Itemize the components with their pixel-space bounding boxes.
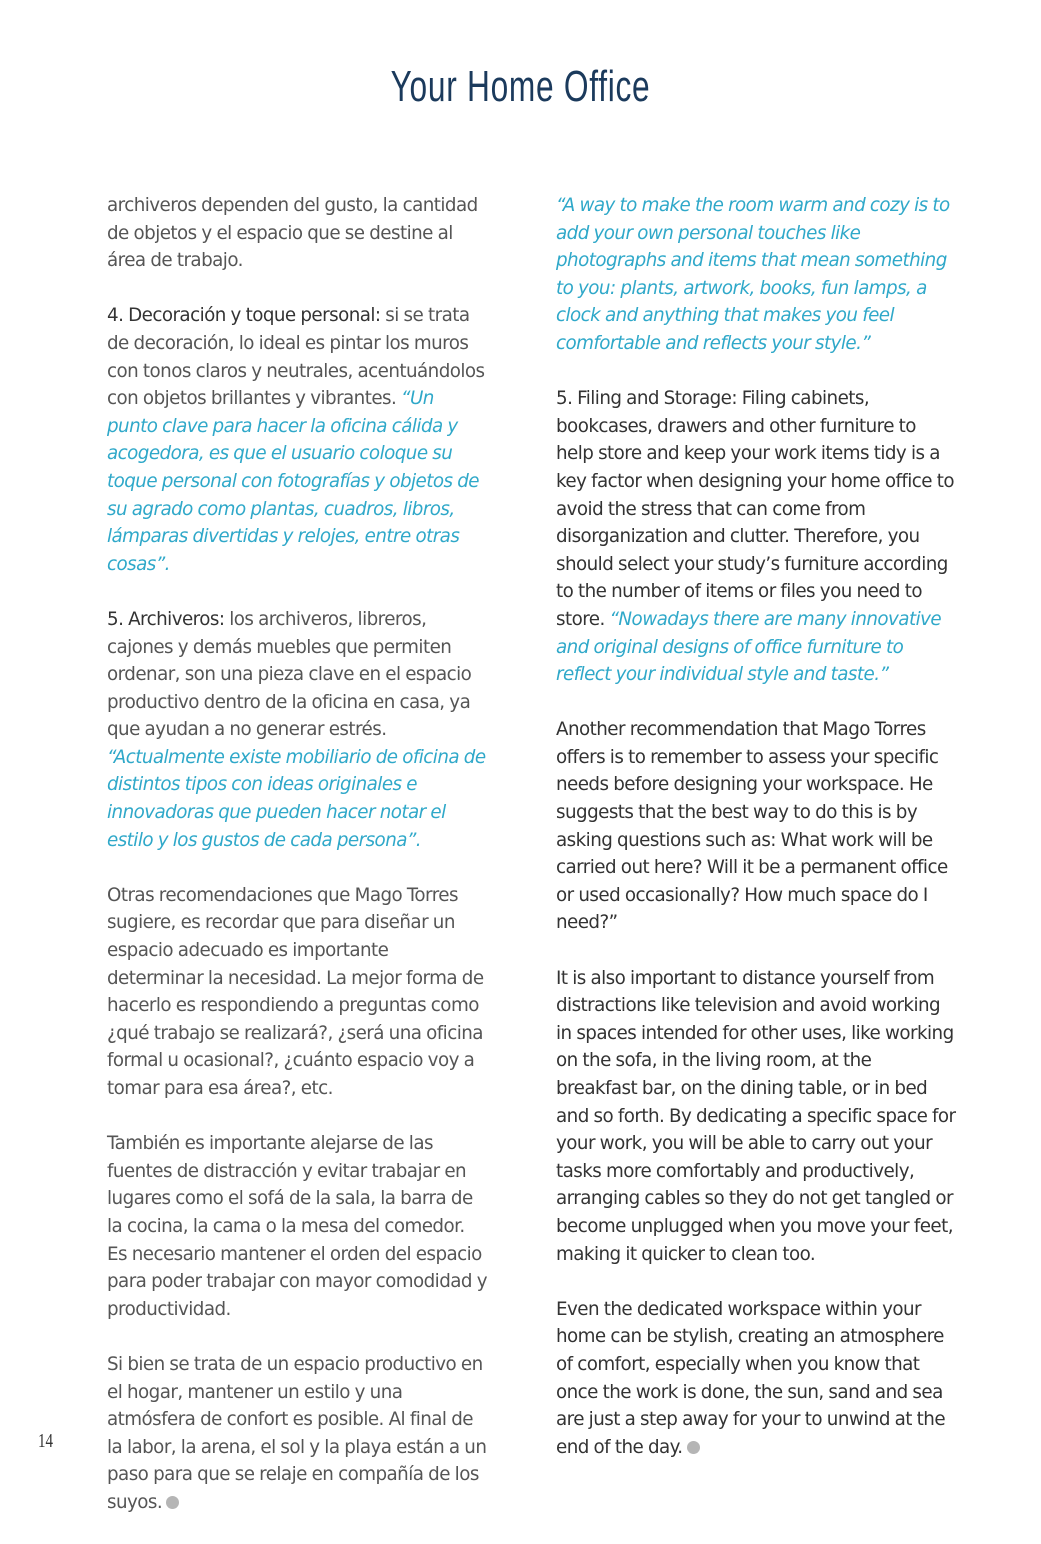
- paragraph: [107, 192, 487, 275]
- paragraph-text: Even the dedicated workspace within your home can be stylish, creating an atmosphere of comfort, especially when you know that once the work is done, the sun, sand and sea are just a step away for your to unwind at the end of the day.: [556, 1298, 946, 1458]
- paragraph: [107, 882, 487, 1103]
- paragraph-text: Filing cabinets, bookcases, drawers and other furniture to help store and keep your work items tidy is a key factor when designing your home office to avoid the stress that can come from disorganization and clutter. Therefore, you should select your study’s furniture according to the number of items or files you need to store.: [556, 388, 954, 630]
- end-of-article-icon: [166, 1496, 179, 1509]
- paragraph: [107, 302, 487, 578]
- paragraph-text: los archiveros, libreros, cajones y demás muebles que permiten ordenar, son una pieza clave en el espacio productivo dentro de la oficina en casa, ya que ayudan a no generar estrés.: [107, 608, 472, 741]
- paragraph: [556, 716, 956, 937]
- end-of-article-icon: [687, 1441, 700, 1454]
- pull-quote: “Actualmente existe mobiliario de oficina de distintos tipos con ideas originales e innovadoras que pueden hacer notar el estilo y los gustos de cada persona”.: [107, 746, 486, 851]
- paragraph-text: Si bien se trata de un espacio productivo en el hogar, mantener un estilo y una atmósfera de confort es posible. Al final de la labor, la arena, el sol y la playa están a un paso para que se relaje en compañía de los suyos.: [107, 1353, 487, 1513]
- pull-quote: “Nowadays there are many innovative and original designs of office furniture to reflect your individual style and taste.”: [556, 608, 942, 686]
- page-title: Your Home Office: [390, 62, 651, 111]
- section-heading: 4. Decoración y toque personal:: [107, 305, 381, 327]
- paragraph: [107, 606, 487, 854]
- paragraph: [556, 385, 956, 689]
- pull-quote: “A way to make the room warm and cozy is to add your own personal touches like photographs and items that mean something to you: plants, artwork, books, fun lamps, a clock and anything that makes you feel comfortable and reflects your style.”: [556, 195, 950, 354]
- paragraph: [107, 1351, 487, 1517]
- paragraph: [107, 1130, 487, 1323]
- paragraph: [556, 192, 956, 358]
- page-number: 14: [38, 1430, 53, 1452]
- paragraph-text: También es importante alejarse de las fuentes de distracción y evitar trabajar en lugares como el sofá de la sala, la barra de la cocina, la cama o la mesa del comedor. Es necesario mantener el orden del espacio para poder trabajar con mayor comodidad y productividad.: [107, 1133, 487, 1320]
- paragraph-text: archiveros dependen del gusto, la cantidad de objetos y el espacio que se destine al área de trabajo.: [107, 195, 478, 272]
- left-column: [107, 192, 487, 1544]
- right-column: [556, 192, 956, 1489]
- paragraph-text: Another recommendation that Mago Torres offers is to remember to assess your specific needs before designing your workspace. He suggests that the best way to do this is by asking questions such as: What work will be carried out here? Will it be a permanent office or used occasionally? How much space do I need?”: [556, 719, 948, 934]
- pull-quote: “Un punto clave para hacer la oficina cálida y acogedora, es que el usuario coloque su toque personal con fotografías y objetos de su agrado como plantas, cuadros, libros, lámparas divertidas y relojes, entre otras cosas”.: [107, 388, 479, 575]
- paragraph-text: Otras recomendaciones que Mago Torres sugiere, es recordar que para diseñar un espacio adecuado es importante determinar la necesidad. La mejor forma de hacerlo es respondiendo a preguntas como ¿qué trabajo se realizará?, ¿será una oficina formal u ocasional?, ¿cuánto espacio voy a tomar para esa área?, etc.: [107, 884, 484, 1099]
- paragraph: [556, 1296, 956, 1462]
- section-heading: 5. Archiveros:: [107, 608, 225, 630]
- paragraph-text: si se trata de decoración, lo ideal es pintar los muros con tonos claros y neutrales, acentuándolos con objetos brillantes y vibrantes.: [107, 305, 485, 410]
- paragraph-text: It is also important to distance yourself from distractions like television and avoid working in spaces intended for other uses, like working on the sofa, in the living room, at the breakfast bar, on the dining table, or in bed and so forth. By dedicating a specific space for your work, you will be able to carry out your tasks more comfortably and productively, arranging cables so they do not get tangled or become unplugged when you move your feet, making it quicker to clean too.: [556, 967, 956, 1265]
- paragraph: [556, 965, 956, 1269]
- section-heading: 5. Filing and Storage:: [556, 388, 737, 410]
